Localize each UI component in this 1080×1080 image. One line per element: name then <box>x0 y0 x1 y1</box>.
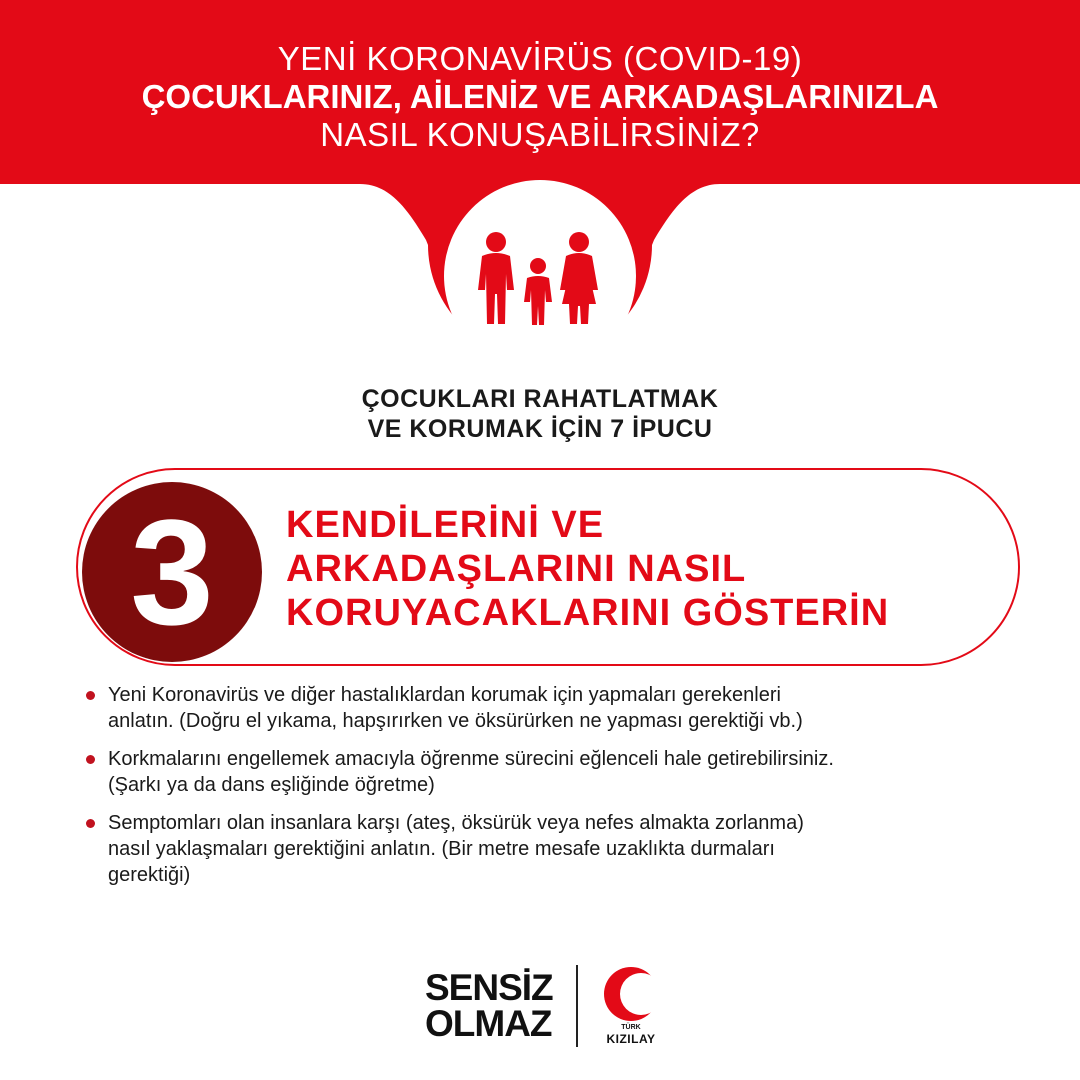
bullet-line: (Şarkı ya da dans eşliğinde öğretme) <box>108 774 435 796</box>
family-icon <box>470 228 610 328</box>
subtitle-line1: ÇOCUKLARI RAHATLATMAK <box>361 385 719 413</box>
bullet-dot-icon <box>86 819 95 828</box>
bullet-line: Semptomları olan insanlara karşı (ateş, öksürük veya nefes almakta zorlanma) <box>108 812 804 834</box>
tip-title <box>286 503 1006 635</box>
bullet-item <box>86 682 1046 734</box>
brand-small-label: TÜRK <box>621 1024 641 1031</box>
tip-bullet-list <box>86 682 1046 900</box>
tip-title-line1: KENDİLERİNİ VE <box>286 504 605 546</box>
bullet-item <box>86 746 1046 798</box>
header-line1: YENİ KORONAVİRÜS (COVID-19) <box>277 40 803 77</box>
slogan-line1: SENSİZ <box>425 967 553 1008</box>
brand-name: KIZILAY <box>606 1032 656 1046</box>
subtitle-line2 <box>0 414 1080 444</box>
tip-title-line3: KORUYACAKLARINI GÖSTERİN <box>286 592 890 634</box>
bullet-dot-icon <box>86 691 95 700</box>
bullet-item <box>86 810 1046 888</box>
subtitle-line2-strong: 7 İPUCU <box>610 415 713 443</box>
bullet-line: Yeni Koronavirüs ve diğer hastalıklardan korumak için yapmaları gerekenleri <box>108 684 781 706</box>
subtitle-line2-prefix: VE KORUMAK İÇİN <box>367 415 611 443</box>
footer-divider <box>576 965 578 1047</box>
header-line3: NASIL KONUŞABİLİRSİNİZ? <box>320 116 760 153</box>
tip-number-badge: 3 <box>82 482 262 662</box>
subtitle <box>0 384 1080 444</box>
header-title <box>0 40 1080 154</box>
bullet-line: Korkmalarını engellemek amacıyla öğrenme sürecini eğlenceli hale getirebilirsiniz. <box>108 748 834 770</box>
slogan-line2: OLMAZ <box>425 1003 552 1044</box>
header-line2: ÇOCUKLARINIZ, AİLENİZ VE ARKADAŞLARINIZLA <box>141 78 939 115</box>
bullet-dot-icon <box>86 755 95 764</box>
bullet-line: anlatın. (Doğru el yıkama, hapşırırken ve öksürürken ne yapması gerektiği vb.) <box>108 710 803 732</box>
tip-title-line2: ARKADAŞLARINI NASIL <box>286 548 747 590</box>
crescent-icon <box>596 964 666 1024</box>
bullet-line: gerektiği) <box>108 864 191 886</box>
bullet-line: nasıl yaklaşmaları gerektiğini anlatın. (Bir metre mesafe uzaklıkta durmaları <box>108 838 775 860</box>
footer-slogan <box>425 967 560 1044</box>
